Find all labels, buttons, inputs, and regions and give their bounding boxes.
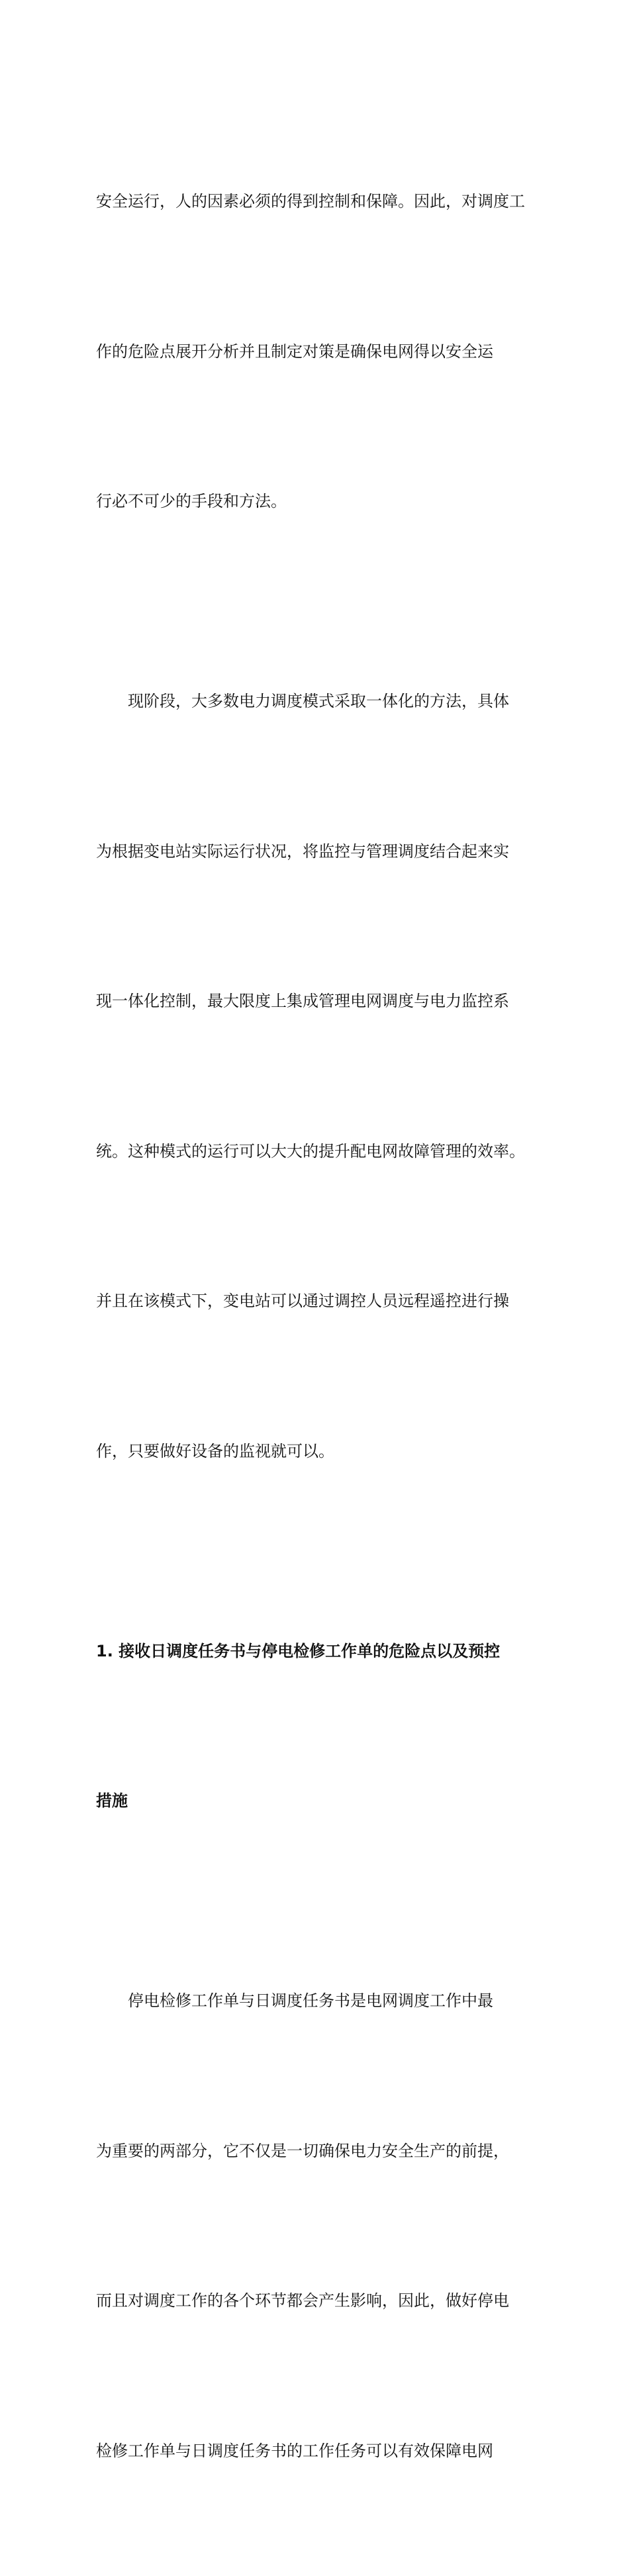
paragraph-1-line-2: 作的危险点展开分析并且制定对策是确保电网得以安全运: [96, 342, 493, 361]
section-heading-line-2: 措施: [96, 1791, 128, 1810]
paragraph-1-line-3: 行必不可少的手段和方法。: [96, 492, 287, 510]
paragraph-2-line-5: 并且在该模式下，变电站可以通过调控人员远程遥控进行操: [96, 1292, 509, 1310]
paragraph-3-line-3: 而且对调度工作的各个环节都会产生影响，因此，做好停电: [96, 2291, 509, 2310]
paragraph-2-line-6: 作，只要做好设备的监视就可以。: [96, 1441, 334, 1460]
paragraph-1-line-1: 安全运行，人的因素必须的得到控制和保障。因此，对调度工: [96, 192, 525, 211]
paragraph-2-line-2: 为根据变电站实际运行状况，将监控与管理调度结合起来实: [96, 841, 509, 861]
paragraph-2-line-4: 统。这种模式的运行可以大大的提升配电网故障管理的效率。: [96, 1141, 525, 1161]
paragraph-3-line-4: 检修工作单与日调度任务书的工作任务可以有效保障电网: [96, 2441, 493, 2460]
document-body: [96, 77, 546, 2576]
paragraph-3-line-2: 为重要的两部分，它不仅是一切确保电力安全生产的前提，: [96, 2141, 509, 2160]
paragraph-2-line-1: 现阶段，大多数电力调度模式采取一体化的方法，具体: [128, 692, 509, 710]
paragraph-3-line-1: 停电检修工作单与日调度任务书是电网调度工作中最: [128, 1991, 493, 2010]
section-heading-line-1: 1. 接收日调度任务书与停电检修工作单的危险点以及预控: [96, 1641, 501, 1660]
paragraph-2-line-3: 现一体化控制，最大限度上集成管理电网调度与电力监控系: [96, 992, 509, 1010]
